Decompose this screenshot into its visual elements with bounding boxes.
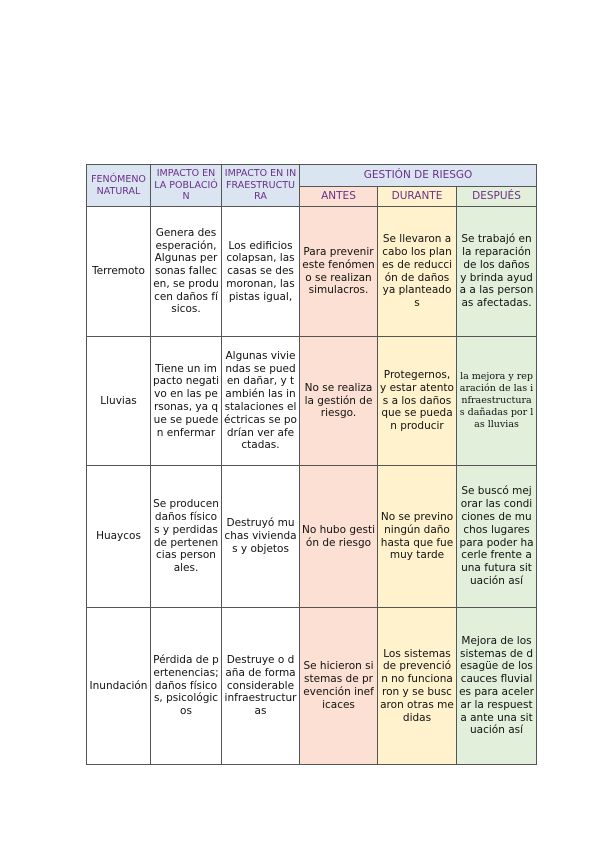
cell-infraestructura: Algunas viviendas se pueden dañar, y también las instalaciones eléctricas se podrían ver afectadas. xyxy=(222,337,300,466)
cell-despues: Se buscó mejorar las condiciones de muchos lugares para poder hacerle frente a una futura situación así xyxy=(457,466,537,608)
header-durante: DURANTE xyxy=(378,187,457,207)
cell-despues: la mejora y reparación de las infraestructuras dañadas por las lluvias xyxy=(457,337,537,466)
cell-infraestructura: Los edificios colapsan, las casas se desmoronan, las pistas igual, xyxy=(222,207,300,337)
cell-antes: Para prevenir este fenómeno se realizan simulacros. xyxy=(300,207,378,337)
table-row xyxy=(87,337,537,466)
header-impacto-poblacion: IMPACTO EN LA POBLACIÓN xyxy=(151,165,222,207)
cell-despues: Se trabajó en la reparación de los daños y brinda ayuda a las personas afectadas. xyxy=(457,207,537,337)
cell-poblacion: Tiene un impacto negativo en las personas, ya que se pueden enfermar xyxy=(151,337,222,466)
cell-fenomeno: Terremoto xyxy=(87,207,151,337)
risk-management-table xyxy=(86,164,537,765)
cell-infraestructura: Destruyó muchas viviendas y objetos xyxy=(222,466,300,608)
cell-antes: No hubo gestión de riesgo xyxy=(300,466,378,608)
table-row xyxy=(87,466,537,608)
table-row xyxy=(87,608,537,765)
header-antes: ANTES xyxy=(300,187,378,207)
cell-durante: Protegernos, y estar atentos a los daños que se puedan producir xyxy=(378,337,457,466)
header-despues: DESPUÉS xyxy=(457,187,537,207)
header-fenomeno: FENÓMENO NATURAL xyxy=(87,165,151,207)
cell-fenomeno: Lluvias xyxy=(87,337,151,466)
cell-despues: Mejora de los sistemas de desagüe de los cauces fluviales para acelerar la respuesta ante una situación así xyxy=(457,608,537,765)
cell-durante: Los sistemas de prevención no funcionaron y se buscaron otras medidas xyxy=(378,608,457,765)
header-gestion-riesgo: GESTIÓN DE RIESGO xyxy=(300,165,537,187)
cell-durante: Se llevaron a cabo los planes de reducción de daños ya planteados xyxy=(378,207,457,337)
table-row xyxy=(87,207,537,337)
cell-fenomeno: Inundación xyxy=(87,608,151,765)
cell-poblacion: Genera desesperación, Algunas personas fallecen, se producen daños físicos. xyxy=(151,207,222,337)
cell-fenomeno: Huaycos xyxy=(87,466,151,608)
cell-poblacion: Pérdida de pertenencias; daños físicos, psicológicos xyxy=(151,608,222,765)
cell-durante: No se previno ningún daño hasta que fue muy tarde xyxy=(378,466,457,608)
cell-poblacion: Se producen daños físicos y perdidas de pertenencias personales. xyxy=(151,466,222,608)
cell-infraestructura: Destruye o daña de forma considerable infraestructuras xyxy=(222,608,300,765)
header-impacto-infraestructura: IMPACTO EN INFRAESTRUCTURA xyxy=(222,165,300,207)
cell-antes: Se hicieron sistemas de prevención ineficaces xyxy=(300,608,378,765)
cell-antes: No se realiza la gestión de riesgo. xyxy=(300,337,378,466)
